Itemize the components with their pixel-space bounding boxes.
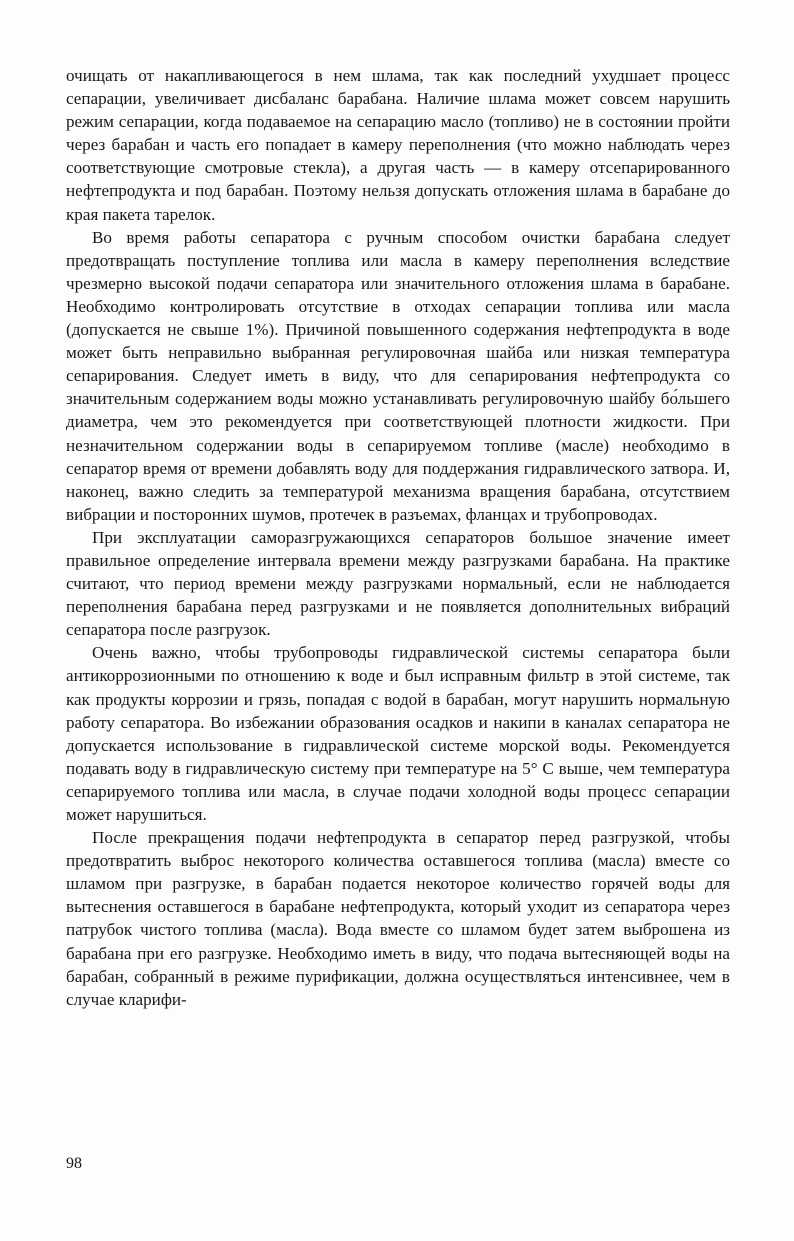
paragraph-4: Очень важно, чтобы трубопроводы гидравлической системы сепаратора были антикоррозионными по отношению к воде и был исправным фильтр в этой системе, так как продукты коррозии и грязь, попадая с водой в барабан, могут нарушить нормальную работу сепаратора. Во избежании образования осадков и накипи в каналах сепаратора не допускается использование в гидравлической системе морской воды. Рекомендуется подавать воду в гидравлическую систему при температуре на 5° С выше, чем температура сепарируемого топлива или масла, в случае подачи холодной воды процесс сепарации может нарушиться.: [66, 643, 730, 824]
text-column: [66, 64, 730, 1011]
paragraph-1: очищать от накапливающегося в нем шлама, так как последний ухудшает процесс сепарации, увеличивает дисбаланс барабана. Наличие шлама может совсем нарушить режим сепарации, когда подаваемое на сепарацию масло (топливо) не в состоянии пройти через барабан и часть его попадает в камеру переполнения (что можно наблюдать через соответствующие смотровые стекла), а другая часть — в камеру отсепарированного нефтепродукта и под барабан. Поэтому нельзя допускать отложения шлама в барабане до края пакета тарелок.: [66, 66, 730, 224]
page-number: 98: [66, 1155, 82, 1172]
paragraph-2: Во время работы сепаратора с ручным способом очистки барабана следует предотвращать поступление топлива или масла в камеру переполнения вследствие чрезмерно высокой подачи сепаратора или значительного отложения шлама в барабане. Необходимо контролировать отсутствие в отходах сепарации топлива или масла (допускается не свыше 1%). Причиной повышенного содержания нефтепродукта в воде может быть неправильно выбранная регулировочная шайба или низкая температура сепарирования. Следует иметь в виду, что для сепарирования нефтепродукта со значительным содержанием воды можно устанавливать регулировочную шайбу бо́льшего диаметра, чем это рекомендуется при соответствующей плотности жидкости. При незначительном содержании воды в сепарируемом топливе (масле) необходимо в сепаратор время от времени добавлять воду для поддержания гидравлического затвора. И, наконец, важно следить за температурой механизма вращения барабана, отсутствием вибрации и посторонних шумов, протечек в разъемах, фланцах и трубопроводах.: [66, 227, 730, 524]
paragraph-5: После прекращения подачи нефтепродукта в сепаратор перед разгрузкой, чтобы предотвратить выброс некоторого количества оставшегося топлива (масла) вместе со шламом при разгрузке, в барабан подается некоторое количество горячей воды для вытеснения оставшегося в барабане нефтепродукта, который уходит из сепаратора через патрубок чистого топлива (масла). Вода вместе со шламом будет затем выброшена из барабана при его разгрузке. Необходимо иметь в виду, что подача вытесняющей воды на барабан, собранный в режиме пурификации, должна осуществляться интенсивнее, чем в случае кларифи-: [66, 828, 730, 1009]
paragraph-3: При эксплуатации саморазгружающихся сепараторов большое значение имеет правильное определение интервала времени между разгрузками барабана. На практике считают, что период времени между разгрузками нормальный, если не наблюдается переполнения барабана перед разгрузками и не появляется дополнительных вибраций сепаратора после разгрузок.: [66, 527, 730, 640]
